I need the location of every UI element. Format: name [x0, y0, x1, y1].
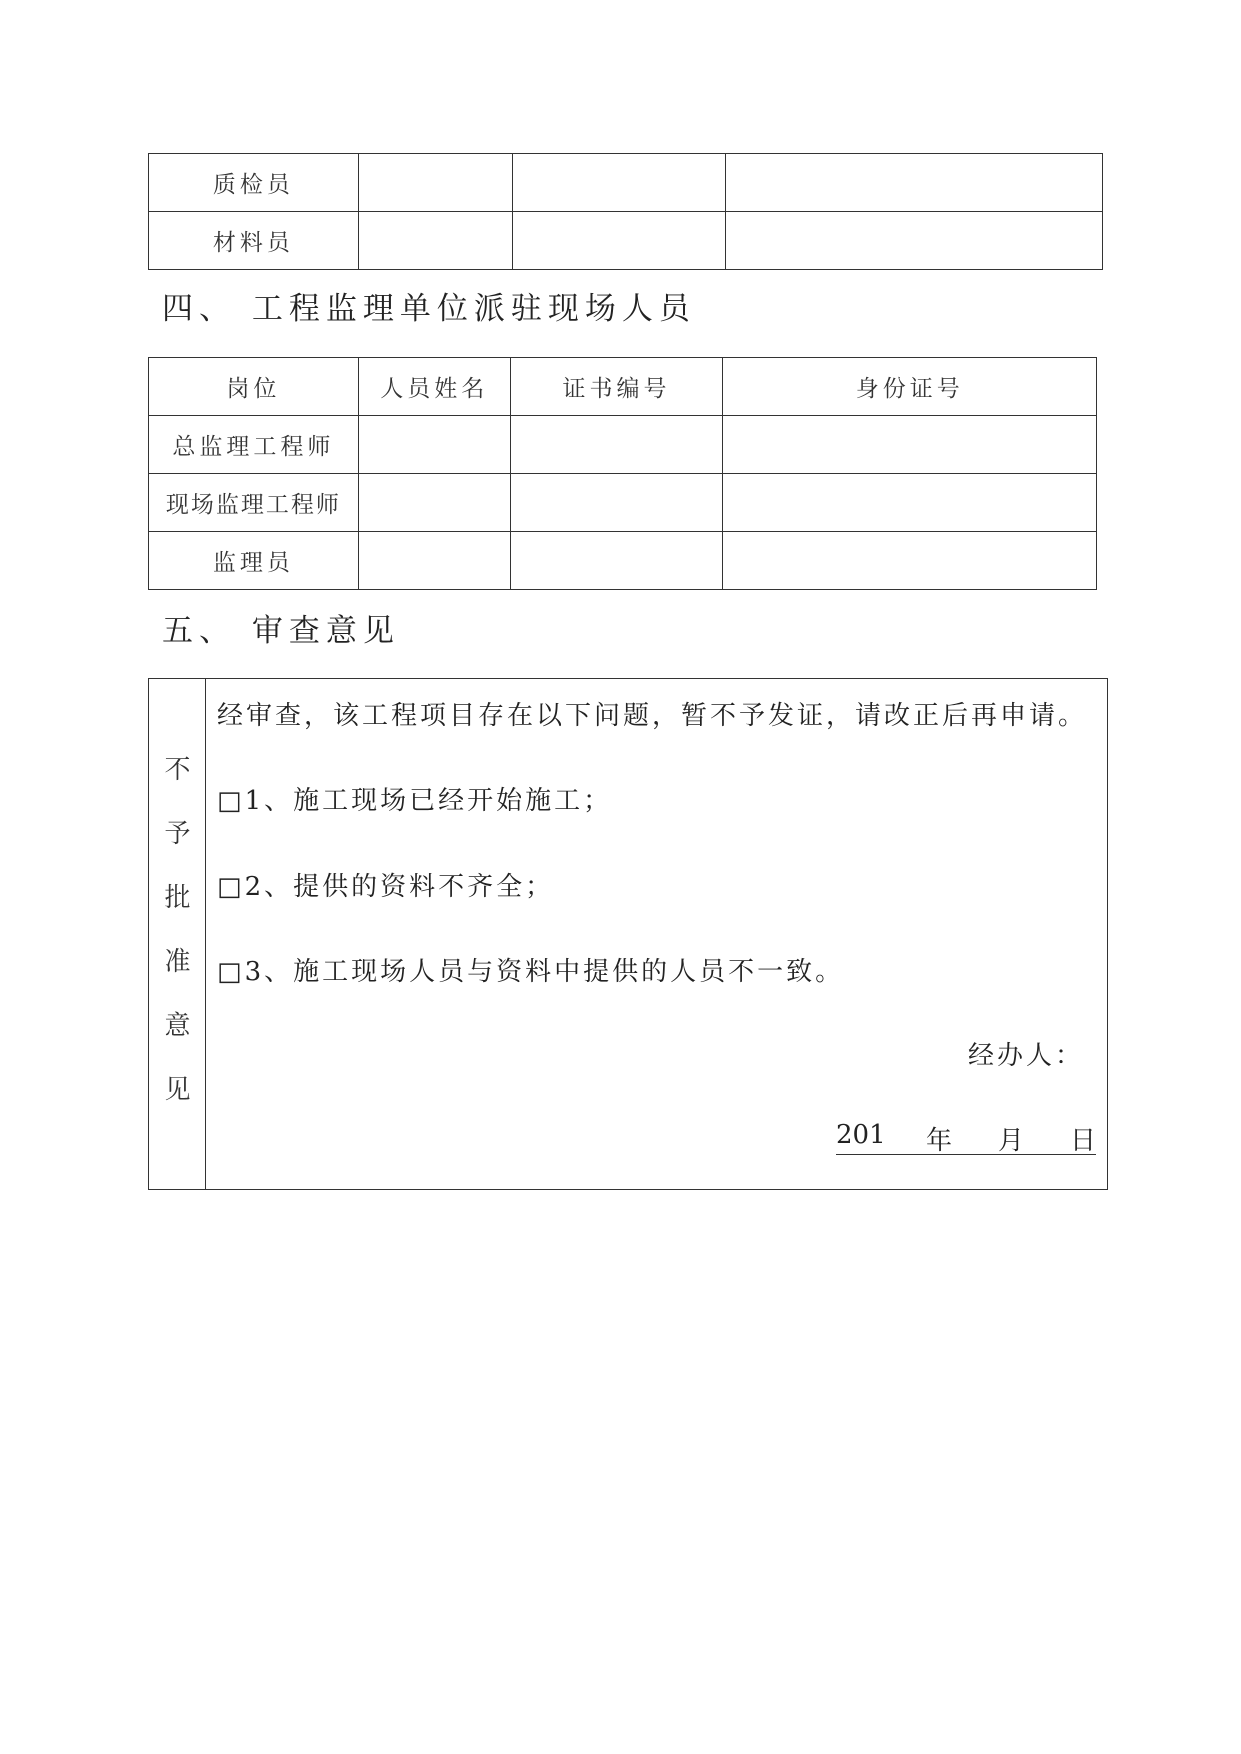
- date-line[interactable]: [836, 1120, 1096, 1155]
- name-cell[interactable]: [358, 416, 510, 474]
- certificate-cell[interactable]: [510, 416, 723, 474]
- certificate-cell[interactable]: [510, 532, 723, 590]
- date-month-label: 月: [998, 1126, 1025, 1156]
- header-name: 人员姓名: [358, 358, 510, 416]
- table-row: [149, 212, 1103, 270]
- review-item-2[interactable]: □2、提供的资料不齐全；: [217, 872, 555, 902]
- position-cell: 监理员: [149, 532, 359, 590]
- side-label-char: 准: [164, 947, 191, 977]
- side-label-char: 不: [164, 755, 191, 785]
- review-item-1[interactable]: □1、施工现场已经开始施工；: [217, 786, 613, 816]
- id-number-cell[interactable]: [723, 474, 1097, 532]
- review-intro-text: 经审查，该工程项目存在以下问题，暂不予发证，请改正后再申请。: [217, 701, 1088, 731]
- id-number-cell[interactable]: [726, 154, 1103, 212]
- name-cell[interactable]: [358, 532, 510, 590]
- position-cell: 质检员: [149, 154, 359, 212]
- review-item-3[interactable]: □3、施工现场人员与资料中提供的人员不一致。: [217, 957, 845, 987]
- table-header-row: [149, 358, 1097, 416]
- date-day-label: 日: [1070, 1126, 1097, 1156]
- table-row: [149, 154, 1103, 212]
- certificate-cell[interactable]: [512, 212, 726, 270]
- position-cell: 材料员: [149, 212, 359, 270]
- certificate-cell[interactable]: [510, 474, 723, 532]
- review-opinion-box: [148, 678, 1108, 1190]
- side-label-char: 批: [164, 883, 191, 913]
- id-number-cell[interactable]: [723, 532, 1097, 590]
- handler-label: 经办人：: [967, 1041, 1084, 1071]
- side-label-char: 予: [164, 819, 191, 849]
- side-label-char: 见: [164, 1075, 191, 1105]
- header-certificate: 证书编号: [510, 358, 723, 416]
- side-label-char: 意: [164, 1011, 191, 1041]
- date-year-prefix: 201: [836, 1120, 886, 1150]
- date-year-label: 年: [926, 1126, 953, 1156]
- id-number-cell[interactable]: [723, 416, 1097, 474]
- certificate-cell[interactable]: [512, 154, 726, 212]
- supervision-personnel-table: [148, 357, 1097, 590]
- rejection-opinion-label: [149, 679, 206, 1189]
- table-row: [149, 532, 1097, 590]
- table-row: [149, 416, 1097, 474]
- table-row: [149, 474, 1097, 532]
- header-position: 岗位: [149, 358, 359, 416]
- position-cell: 现场监理工程师: [149, 474, 359, 532]
- section-5-heading: 五、 审查意见: [162, 613, 400, 649]
- header-id-number: 身份证号: [723, 358, 1097, 416]
- name-cell[interactable]: [358, 212, 512, 270]
- name-cell[interactable]: [358, 154, 512, 212]
- id-number-cell[interactable]: [726, 212, 1103, 270]
- section-4-heading: 四、 工程监理单位派驻现场人员: [162, 291, 696, 327]
- position-cell: 总监理工程师: [149, 416, 359, 474]
- personnel-table-top: [148, 153, 1103, 270]
- name-cell[interactable]: [358, 474, 510, 532]
